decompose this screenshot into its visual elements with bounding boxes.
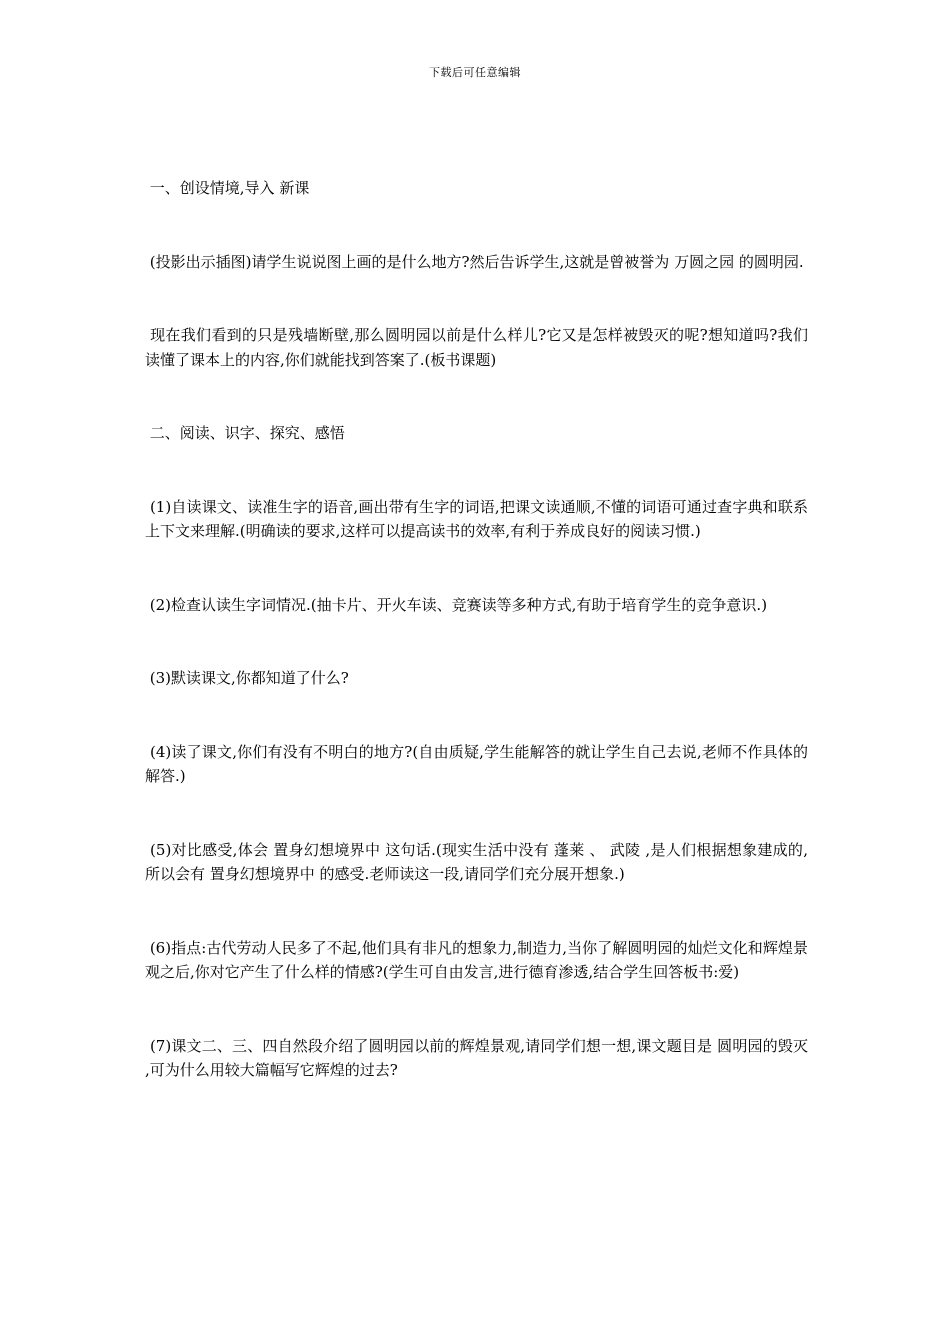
page-header: 下载后可任意编辑	[429, 66, 521, 79]
paragraph-step-3: (3)默读课文,你都知道了什么?	[145, 669, 349, 687]
paragraph-step-5: (5)对比感受,体会 置身幻想境界中 这句话.(现实生活中没有 蓬莱 、 武陵 ,是人们根据想象建成的,所以会有 置身幻想境界中 的感受.老师读这一段,请同学们充分展开想象.)	[145, 840, 808, 883]
paragraph-intro-question: 现在我们看到的只是残墙断壁,那么圆明园以前是什么样儿?它又是怎样被毁灭的呢?想知道吗?我们读懂了课本上的内容,你们就能找到答案了.(板书课题)	[145, 326, 808, 369]
section-heading-1: 一、创设情境,导入 新课	[145, 179, 310, 197]
document-body	[145, 176, 813, 1083]
paragraph-step-1: (1)自读课文、读准生字的语音,画出带有生字的词语,把课文读通顺,不懂的词语可通过查字典和联系上下文来理解.(明确读的要求,这样可以提高读书的效率,有利于养成良好的阅读习惯.)	[145, 497, 808, 540]
paragraph-step-7: (7)课文二、三、四自然段介绍了圆明园以前的辉煌景观,请同学们想一想,课文题目是 圆明园的毁灭 ,可为什么用较大篇幅写它辉煌的过去?	[145, 1036, 813, 1079]
section-heading-2: 二、阅读、识字、探究、感悟	[145, 424, 345, 442]
paragraph-step-4: (4)读了课文,你们有没有不明白的地方?(自由质疑,学生能解答的就让学生自己去说,老师不作具体的解答.)	[145, 742, 808, 785]
paragraph-step-2: (2)检查认读生字词情况.(抽卡片、开火车读、竞赛读等多种方式,有助于培育学生的竞争意识.)	[145, 595, 768, 614]
paragraph-step-6: (6)指点:古代劳动人民多了不起,他们具有非凡的想象力,制造力,当你了解圆明园的灿烂文化和辉煌景观之后,你对它产生了什么样的情感?(学生可自由发言,进行德育渗透,结合学生回答板书:爱)	[145, 938, 808, 981]
paragraph-intro-illustration: (投影出示插图)请学生说说图上画的是什么地方?然后告诉学生,这就是曾被誉为 万圆之园 的圆明园.	[145, 252, 804, 271]
